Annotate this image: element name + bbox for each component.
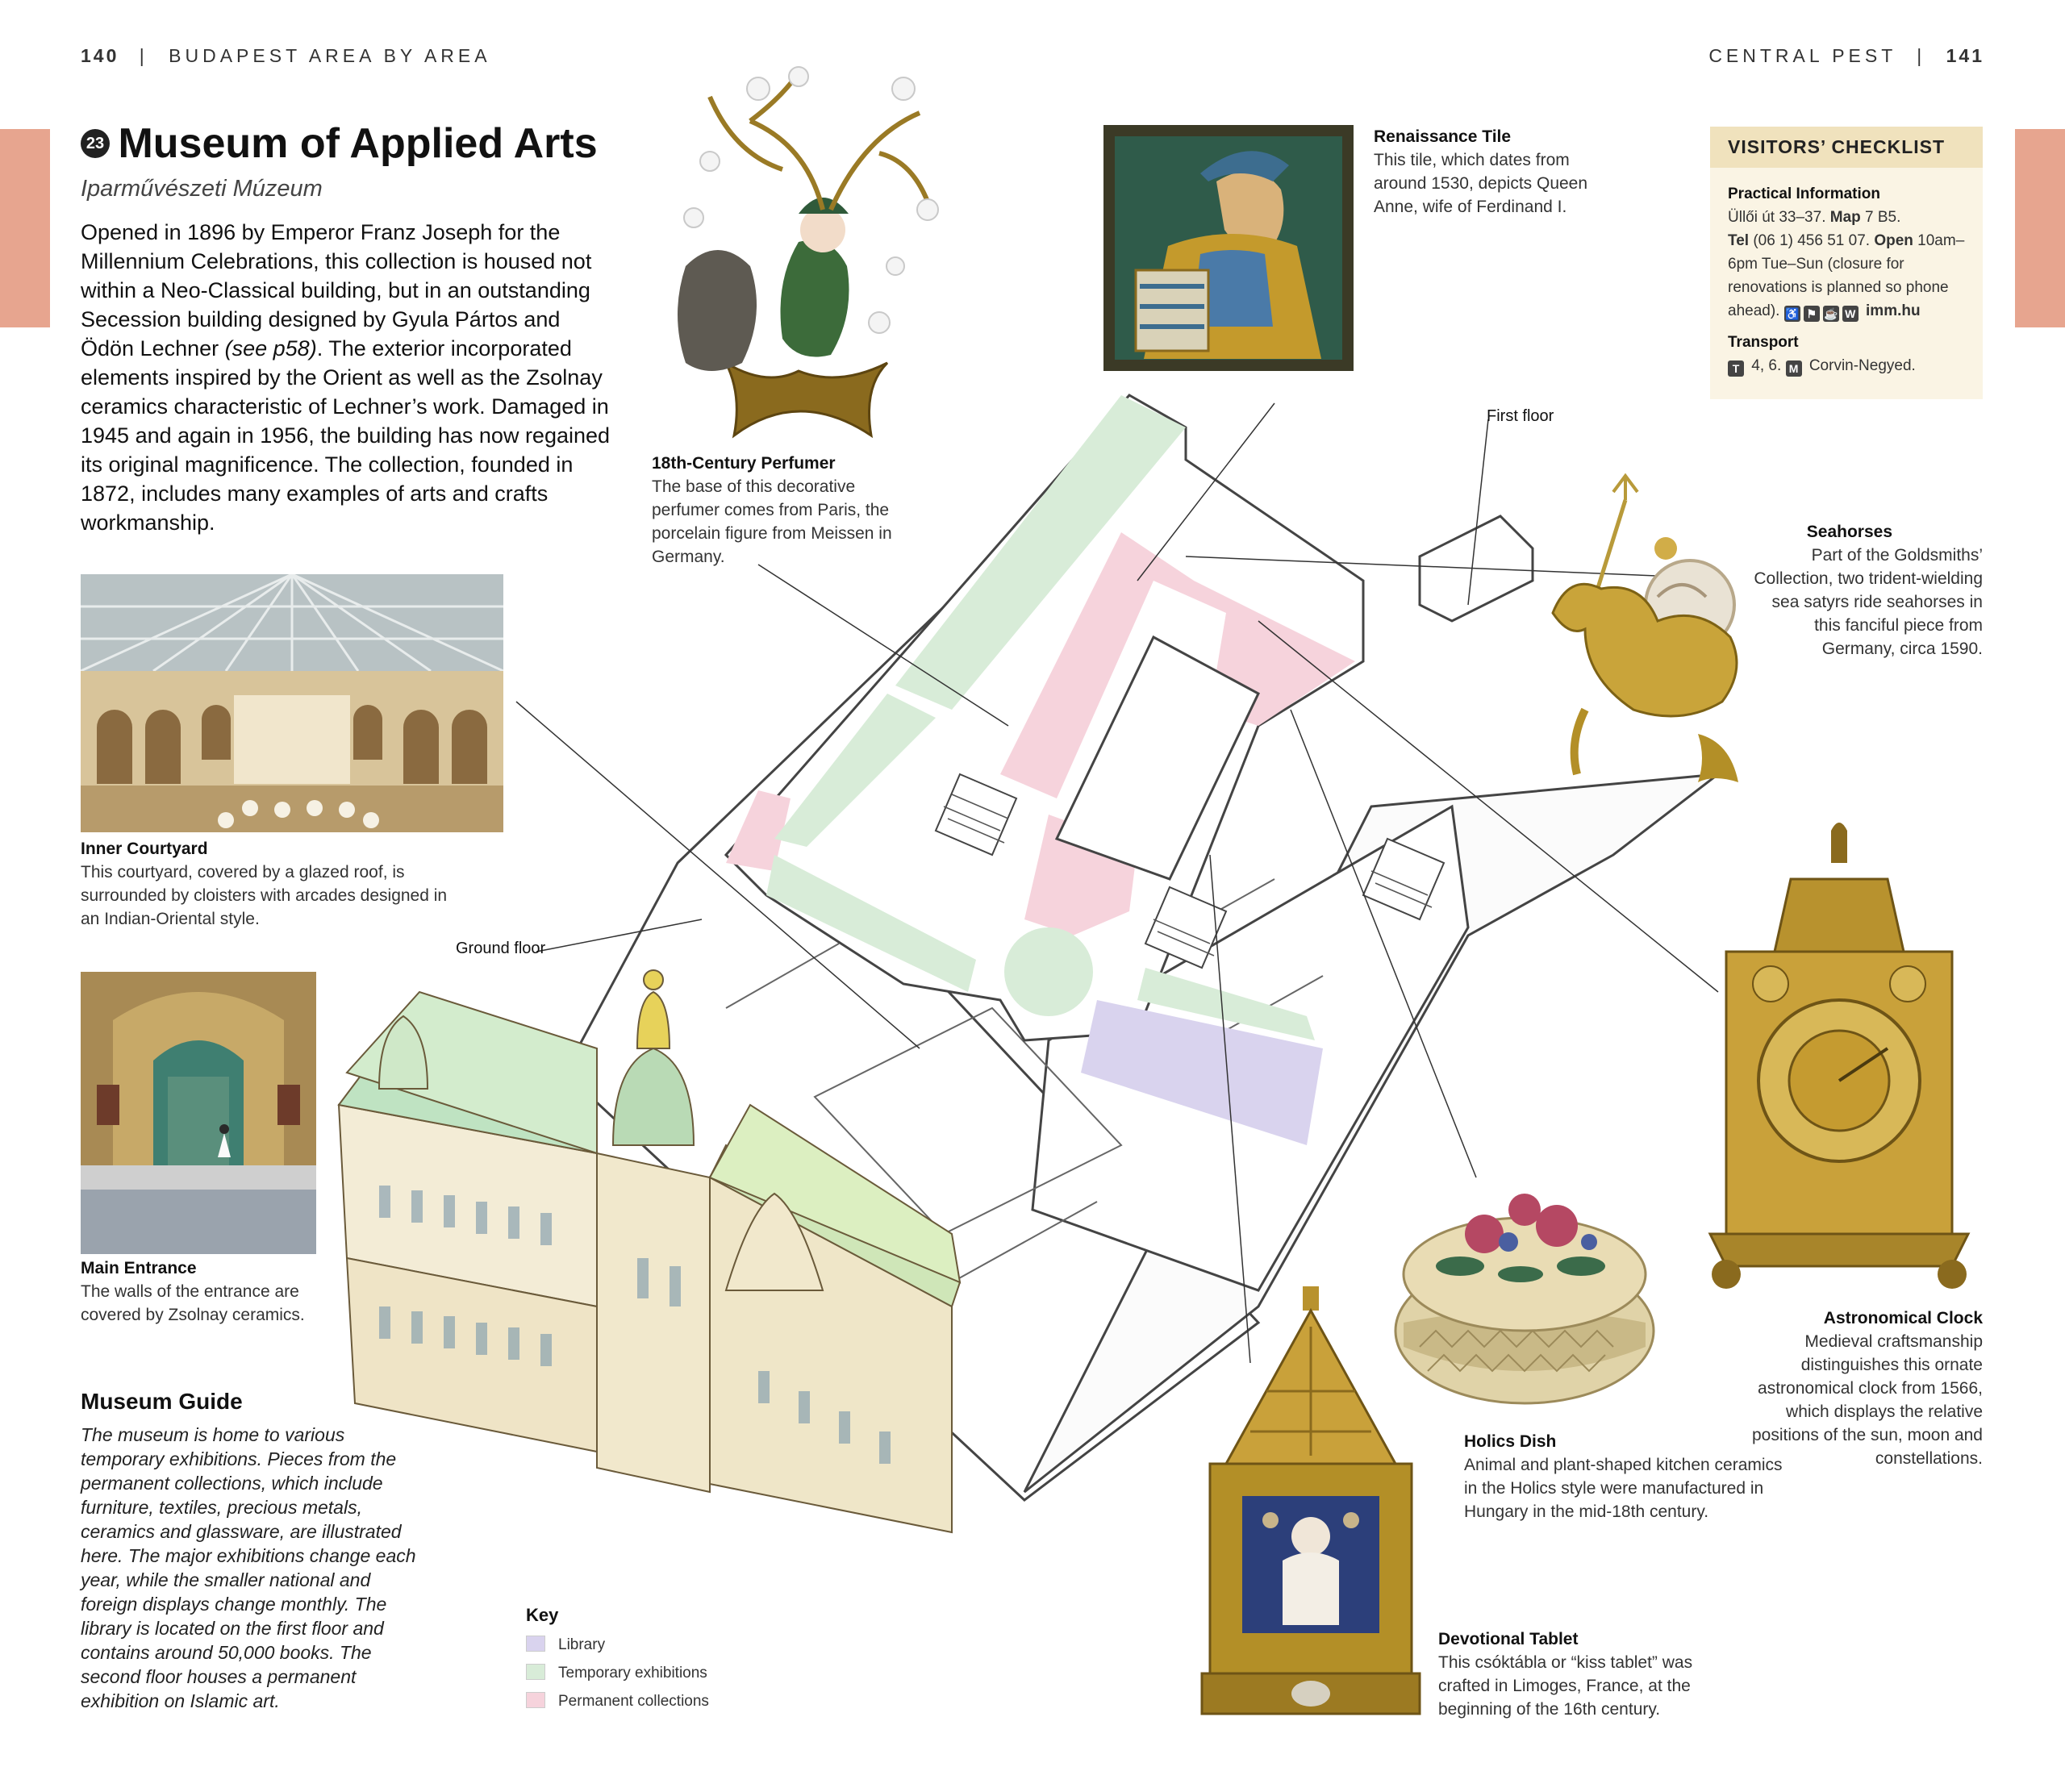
entry-heading [81, 119, 629, 202]
caption-main-entrance [81, 1256, 323, 1327]
section-tab-right [2015, 129, 2065, 327]
running-header-left: 140 | BUDAPEST AREA BY AREA [81, 45, 491, 66]
caption-title: 18th-Century Perfumer [652, 454, 836, 473]
practical-info-title: Practical Information [1728, 185, 1880, 202]
caption-title: Main Entrance [81, 1259, 197, 1277]
key-item-library [526, 1636, 768, 1654]
caption-title: Renaissance Tile [1374, 127, 1512, 146]
website-link[interactable]: imm.hu [1866, 302, 1921, 319]
caption-text: The walls of the entrance are covered by Zsolnay ceramics. [81, 1282, 305, 1324]
label-first-floor: First floor [1487, 407, 1554, 425]
section-name-right: CENTRAL PEST [1708, 45, 1896, 66]
tram-lines: 4, 6. [1751, 357, 1782, 374]
key-label: Temporary exhibitions [558, 1665, 707, 1682]
checklist-title: VISITORS’ CHECKLIST [1710, 127, 1983, 168]
library-swatch [526, 1636, 545, 1652]
caption-title: Inner Courtyard [81, 840, 208, 858]
key-label: Permanent collections [558, 1693, 709, 1710]
main-entrance-photo [81, 972, 316, 1254]
seahorses-photo [1537, 468, 1754, 806]
key-item-temporary [526, 1664, 768, 1682]
caption-text: This tile, which dates from around 1530, depicts Queen Anne, wife of Ferdinand I. [1374, 151, 1588, 216]
metro-station: Corvin-Negyed. [1808, 357, 1916, 374]
key-title: Key [526, 1605, 559, 1625]
caption-text: Part of the Goldsmiths’ Collection, two trident-wielding sea satyrs ride seahorses in this fanciful piece from Germany, circa 1590. [1754, 546, 1983, 658]
museum-guide-title: Museum Guide [81, 1389, 243, 1414]
caption-title: Devotional Tablet [1438, 1630, 1579, 1648]
key-label: Library [558, 1636, 606, 1653]
caption-holics-dish [1464, 1430, 1787, 1523]
astronomical-clock-photo [1694, 815, 1984, 1298]
caption-text: Animal and plant-shaped kitchen ceramics in the Holics style were manufactured in Hungary in the mid-18th century. [1464, 1456, 1783, 1521]
page-number-left: 140 [81, 45, 119, 66]
entry-number-badge: 23 [81, 129, 110, 158]
key-item-permanent [526, 1692, 768, 1711]
caption-renaissance-tile [1374, 125, 1616, 219]
transport-title: Transport [1728, 334, 1799, 351]
running-header-right: CENTRAL PEST | 141 [1708, 45, 1984, 66]
museum-guide-text: The museum is home to various temporary exhibitions. Pieces from the permanent collections, which include furniture, textiles, precious metals, ceramics and glassware, are illustrated here. The major exhibitions change each year, while the smaller national and foreign displays change monthly. The library is located on the first floor and contains around 50,000 books. The second floor houses a permanent exhibition on Islamic art. [81, 1424, 416, 1711]
devotional-tablet-photo [1194, 1278, 1428, 1722]
caption-text: Medieval craftsmanship distinguishes this ornate astronomical clock from 1566, which displays the relative positions of the sun, moon and constellations. [1751, 1332, 1983, 1468]
section-tab-left [0, 129, 50, 327]
page-subtitle: Iparművészeti Múzeum [81, 176, 323, 202]
permanent-swatch [526, 1692, 545, 1708]
caption-title: Astronomical Clock [1823, 1309, 1983, 1327]
tel-label: Tel [1728, 232, 1750, 249]
cafe-icon: ☕ [1824, 307, 1838, 320]
section-name-left: BUDAPEST AREA BY AREA [169, 45, 491, 66]
address: Üllői út 33–37. [1728, 209, 1826, 226]
tram-icon: T [1728, 360, 1744, 377]
plan-key [526, 1605, 768, 1711]
caption-text: The base of this decorative perfumer comes from Paris, the porcelain figure from Meissen in Germany. [652, 477, 892, 566]
web-icon: W [1842, 306, 1858, 322]
opening-hours: 10am–6pm Tue–Sun (closure for renovations is planned so phone ahead). [1728, 232, 1965, 319]
caption-seahorses [1742, 520, 1983, 661]
intro-text-2: . The exterior incorporated elements inspired by the Orient as well as the Zsolnay ceramics characteristic of Lechner’s work. Damaged in 1945 and again in 1956, the building has now regained its original magnificence. The collection, founded in 1872, includes many examples of arts and crafts workmanship. [81, 336, 611, 535]
guided-tour-icon: ⚑ [1804, 306, 1820, 322]
page-number-right: 141 [1946, 45, 1984, 66]
caption-text: This courtyard, covered by a glazed roof, is surrounded by cloisters with arcades designed in an Indian-Oriental style. [81, 863, 448, 928]
intro-text-1: Opened in 1896 by Emperor Franz Joseph for the Millennium Celebrations, this collection is housed not within a Neo-Classical building, but in an outstanding Secession building designed by Gyula Pártos and Ödön Lechner [81, 220, 592, 360]
open-label: Open [1874, 232, 1913, 249]
caption-title: Holics Dish [1464, 1432, 1557, 1451]
caption-title: Seahorses [1806, 523, 1892, 541]
wheelchair-icon: ♿ [1785, 307, 1800, 320]
intro-cross-reference: (see p58) [224, 336, 317, 360]
caption-text: This csóktábla or “kiss tablet” was crafted in Limoges, France, at the beginning of the 16th century. [1438, 1653, 1693, 1719]
page-title: Museum of Applied Arts [118, 120, 598, 167]
label-ground-floor: Ground floor [456, 940, 546, 957]
tel-number: (06 1) 456 51 07. [1753, 232, 1871, 249]
visitors-checklist [1710, 127, 1983, 399]
map-label: Map [1829, 209, 1861, 226]
map-ref: 7 B5. [1865, 209, 1901, 226]
caption-devotional-tablet [1438, 1627, 1712, 1721]
temporary-swatch [526, 1664, 545, 1680]
metro-icon: M [1786, 360, 1802, 377]
renaissance-tile-photo [1103, 125, 1354, 371]
